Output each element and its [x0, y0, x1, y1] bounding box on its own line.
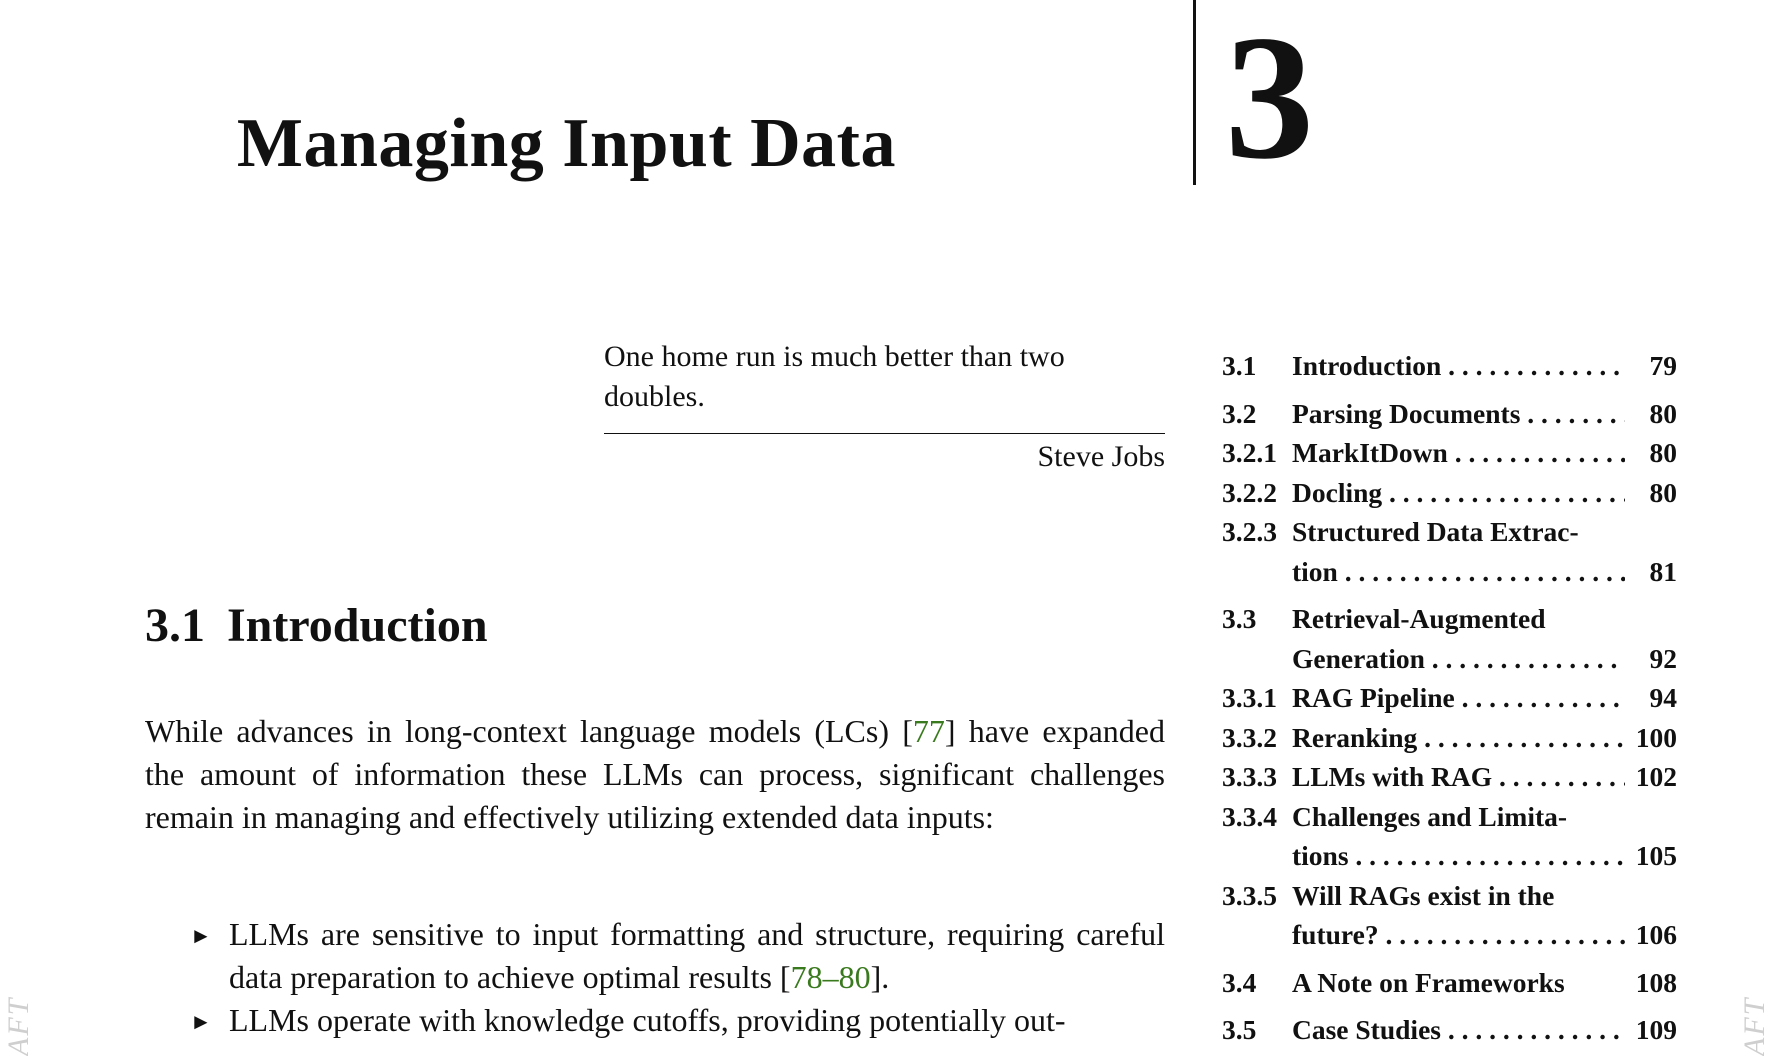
toc-number: 3.2.3 — [1222, 516, 1277, 547]
citation-link[interactable]: 77 — [912, 713, 945, 749]
epigraph-line: One home run is much better than two — [604, 340, 1065, 373]
toc-title-line: Generation — [1292, 642, 1425, 674]
toc-title: Reranking . . . — [1292, 718, 1625, 758]
toc-entry[interactable] — [1222, 757, 1677, 797]
toc-page: 108 — [1635, 966, 1677, 998]
toc-number: 3.2 — [1222, 397, 1257, 429]
toc-page: 94 — [1649, 682, 1677, 713]
toc-page: 81 — [1649, 555, 1677, 587]
toc-title: A Note on Frameworks — [1292, 966, 1565, 998]
section-title: Introduction — [227, 599, 488, 652]
toc-entry[interactable] — [1222, 512, 1677, 591]
toc-title — [1292, 599, 1625, 678]
toc-page: 102 — [1635, 761, 1677, 792]
toc-page: 80 — [1649, 397, 1677, 429]
toc-page: 105 — [1635, 840, 1677, 871]
bullet-list — [190, 913, 1165, 1042]
toc-title: Parsing Documents . . . — [1292, 394, 1625, 434]
toc-title-line: Challenges and Limita- — [1292, 800, 1568, 832]
toc-title: MarkItDown . . . — [1292, 433, 1625, 473]
toc-number: 3.3.5 — [1222, 879, 1277, 911]
intro-text: ] have expanded the amount of information these LLMs can process, significant challenges remain in managing and effectively utilizing extended data inputs: — [145, 713, 1166, 835]
draft-watermark: AFT — [1738, 996, 1771, 1056]
toc-entry[interactable] — [1222, 473, 1677, 513]
list-item — [190, 999, 1165, 1042]
toc-title: Docling . . . — [1292, 473, 1625, 513]
toc-page: 92 — [1649, 642, 1677, 674]
toc-number: 3.3 — [1222, 603, 1257, 634]
toc-title — [1292, 876, 1625, 955]
chapter-title: Managing Input Data — [236, 105, 896, 182]
epigraph-author: Steve Jobs — [1037, 440, 1165, 473]
epigraph-quote — [604, 337, 1165, 417]
toc-title: RAG Pipeline . . . — [1292, 678, 1625, 718]
toc-page: 80 — [1649, 437, 1677, 468]
toc-entry[interactable] — [1222, 678, 1677, 718]
toc-entry[interactable] — [1222, 963, 1677, 1003]
toc-entry[interactable] — [1222, 876, 1677, 955]
toc-number: 3.5 — [1222, 1014, 1257, 1045]
toc-number: 3.2.1 — [1222, 437, 1277, 468]
triangle-bullet-icon: ► — [190, 1009, 212, 1034]
toc-number: 3.2.2 — [1222, 476, 1277, 508]
toc-title-line: tions — [1292, 840, 1349, 871]
toc-number: 3.1 — [1222, 350, 1257, 381]
toc-entry[interactable] — [1222, 797, 1677, 876]
chapter-number: 3 — [1225, 0, 1314, 196]
margin-toc — [1222, 346, 1677, 1050]
toc-number: 3.3.3 — [1222, 761, 1277, 792]
toc-number: 3.3.1 — [1222, 682, 1277, 713]
toc-entry[interactable] — [1222, 346, 1677, 386]
intro-text: While advances in long-context language models (LCs) [ — [145, 713, 913, 749]
section-number: 3.1 — [145, 599, 205, 652]
bullet-text: LLMs are sensitive to input formatting and structure, requiring careful data preparation to achieve optimal results [ — [229, 916, 1165, 995]
toc-title — [1292, 797, 1625, 876]
epigraph — [604, 337, 1165, 474]
toc-entry[interactable] — [1222, 433, 1677, 473]
toc-title-line: Retrieval-Augmented — [1292, 603, 1546, 634]
bullet-text: ]. — [870, 959, 890, 995]
intro-paragraph — [145, 710, 1165, 839]
toc-page: 106 — [1635, 919, 1677, 950]
toc-title: Case Studies . . . — [1292, 1010, 1625, 1050]
toc-title-line: future? — [1292, 919, 1379, 950]
toc-page: 109 — [1635, 1014, 1677, 1045]
bullet-text: LLMs operate with knowledge cutoffs, providing potentially out- — [229, 1002, 1066, 1038]
toc-number: 3.3.2 — [1222, 721, 1277, 753]
toc-page: 79 — [1649, 350, 1677, 381]
toc-entry[interactable] — [1222, 718, 1677, 758]
section-heading — [145, 598, 488, 653]
toc-entry[interactable] — [1222, 394, 1677, 434]
toc-title: LLMs with RAG . . . — [1292, 757, 1625, 797]
chapter-divider — [1193, 0, 1196, 185]
toc-title-line: Structured Data Extrac- — [1292, 516, 1579, 547]
epigraph-line: doubles. — [604, 380, 705, 413]
toc-entry[interactable] — [1222, 599, 1677, 678]
toc-number: 3.3.4 — [1222, 800, 1277, 832]
list-item — [190, 913, 1165, 999]
toc-page: 100 — [1635, 721, 1677, 753]
epigraph-rule — [604, 433, 1165, 434]
toc-number: 3.4 — [1222, 966, 1257, 998]
citation-link[interactable]: 78–80 — [790, 959, 871, 995]
toc-title: Introduction . . . — [1292, 346, 1625, 386]
toc-title-line: Will RAGs exist in the — [1292, 879, 1555, 911]
triangle-bullet-icon: ► — [190, 923, 212, 948]
toc-entry[interactable] — [1222, 1010, 1677, 1050]
toc-title — [1292, 512, 1625, 591]
draft-watermark: AFT — [2, 996, 35, 1056]
toc-page: 80 — [1649, 476, 1677, 508]
toc-title-line: tion — [1292, 555, 1338, 587]
